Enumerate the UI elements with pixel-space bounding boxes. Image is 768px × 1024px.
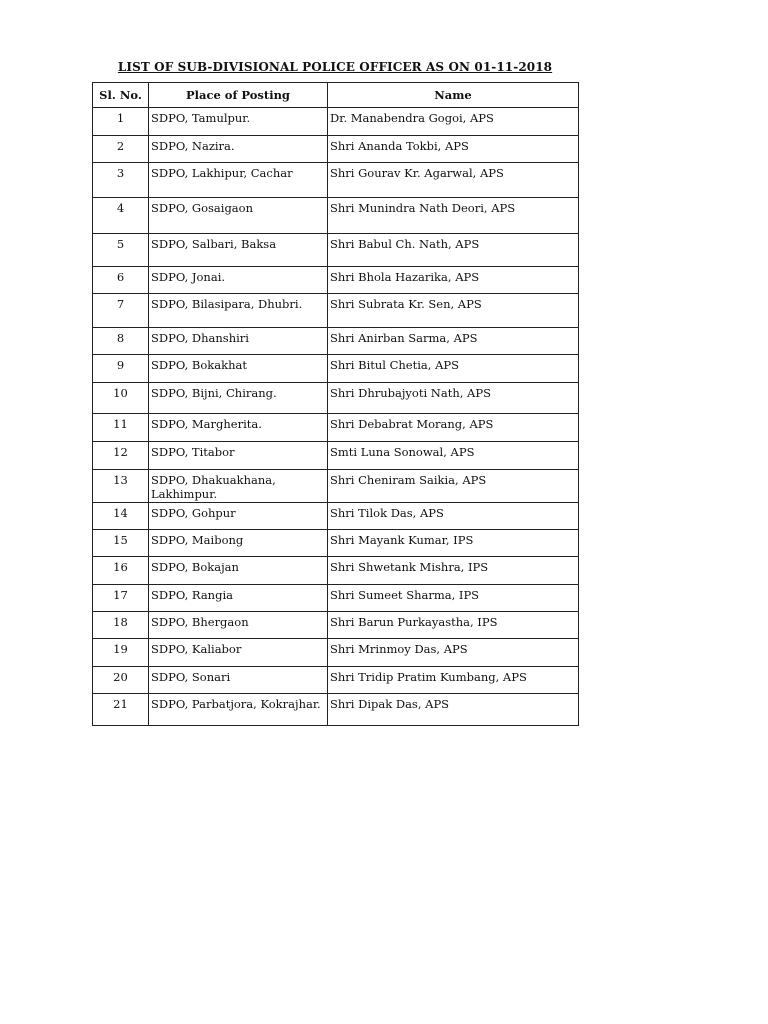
table-row: [93, 328, 579, 355]
cell-sl-no: 2: [93, 136, 149, 163]
cell-sl-no: 12: [93, 442, 149, 470]
cell-place: SDPO, Tamulpur.: [149, 108, 328, 136]
cell-place: SDPO, Gosaigaon: [149, 198, 328, 234]
table-row: [93, 355, 579, 383]
cell-sl-no: 19: [93, 639, 149, 667]
table-row: [93, 557, 579, 585]
cell-place: SDPO, Bijni, Chirang.: [149, 383, 328, 414]
officers-table: [92, 82, 579, 726]
cell-sl-no: 4: [93, 198, 149, 234]
table-row: [93, 383, 579, 414]
table-row: [93, 694, 579, 726]
cell-name: Shri Mrinmoy Das, APS: [328, 639, 579, 667]
table-row: [93, 612, 579, 639]
table-row: [93, 198, 579, 234]
cell-name: Shri Barun Purkayastha, IPS: [328, 612, 579, 639]
cell-sl-no: 10: [93, 383, 149, 414]
cell-name: Shri Dipak Das, APS: [328, 694, 579, 726]
cell-sl-no: 18: [93, 612, 149, 639]
cell-name: Smti Luna Sonowal, APS: [328, 442, 579, 470]
cell-name: Shri Subrata Kr. Sen, APS: [328, 294, 579, 328]
cell-place: SDPO, Bokakhat: [149, 355, 328, 383]
table-row: [93, 136, 579, 163]
cell-name: Shri Ananda Tokbi, APS: [328, 136, 579, 163]
cell-sl-no: 9: [93, 355, 149, 383]
cell-place: SDPO, Maibong: [149, 530, 328, 557]
cell-sl-no: 3: [93, 163, 149, 198]
table-row: [93, 442, 579, 470]
cell-sl-no: 13: [93, 470, 149, 503]
cell-name: Shri Dhrubajyoti Nath, APS: [328, 383, 579, 414]
table-row: [93, 585, 579, 612]
cell-sl-no: 7: [93, 294, 149, 328]
cell-sl-no: 8: [93, 328, 149, 355]
table-row: [93, 639, 579, 667]
cell-place: SDPO, Kaliabor: [149, 639, 328, 667]
cell-place: SDPO, Bokajan: [149, 557, 328, 585]
cell-name: Dr. Manabendra Gogoi, APS: [328, 108, 579, 136]
cell-place: SDPO, Bilasipara, Dhubri.: [149, 294, 328, 328]
table-header-row: [93, 83, 579, 108]
cell-name: Shri Anirban Sarma, APS: [328, 328, 579, 355]
cell-sl-no: 15: [93, 530, 149, 557]
cell-name: Shri Cheniram Saikia, APS: [328, 470, 579, 503]
cell-place: SDPO, Bhergaon: [149, 612, 328, 639]
cell-name: Shri Debabrat Morang, APS: [328, 414, 579, 442]
cell-place: SDPO, Margherita.: [149, 414, 328, 442]
cell-sl-no: 6: [93, 267, 149, 294]
cell-place: SDPO, Gohpur: [149, 503, 328, 530]
cell-name: Shri Bitul Chetia, APS: [328, 355, 579, 383]
table-row: [93, 530, 579, 557]
cell-sl-no: 5: [93, 234, 149, 267]
table-row: [93, 294, 579, 328]
cell-place: SDPO, Parbatjora, Kokrajhar.: [149, 694, 328, 726]
cell-place: SDPO, Rangia: [149, 585, 328, 612]
cell-name: Shri Gourav Kr. Agarwal, APS: [328, 163, 579, 198]
cell-name: Shri Shwetank Mishra, IPS: [328, 557, 579, 585]
cell-sl-no: 16: [93, 557, 149, 585]
table-row: [93, 414, 579, 442]
cell-name: Shri Munindra Nath Deori, APS: [328, 198, 579, 234]
table-row: [93, 470, 579, 503]
cell-place: SDPO, Sonari: [149, 667, 328, 694]
cell-sl-no: 11: [93, 414, 149, 442]
cell-name: Shri Tilok Das, APS: [328, 503, 579, 530]
cell-place: SDPO, Dhanshiri: [149, 328, 328, 355]
header-sl-no: Sl. No.: [93, 83, 149, 108]
table-row: [93, 503, 579, 530]
cell-name: Shri Sumeet Sharma, IPS: [328, 585, 579, 612]
table-row: [93, 163, 579, 198]
table-row: [93, 667, 579, 694]
cell-name: Shri Tridip Pratim Kumbang, APS: [328, 667, 579, 694]
header-name: Name: [328, 83, 579, 108]
cell-place: SDPO, Dhakuakhana, Lakhimpur.: [149, 470, 328, 503]
cell-place: SDPO, Jonai.: [149, 267, 328, 294]
document-title: LIST OF SUB-DIVISIONAL POLICE OFFICER AS ON 01-11-2018: [117, 60, 553, 74]
cell-sl-no: 14: [93, 503, 149, 530]
cell-place: SDPO, Nazira.: [149, 136, 328, 163]
cell-sl-no: 1: [93, 108, 149, 136]
cell-sl-no: 20: [93, 667, 149, 694]
table-row: [93, 234, 579, 267]
cell-sl-no: 21: [93, 694, 149, 726]
cell-place: SDPO, Titabor: [149, 442, 328, 470]
header-place-of-posting: Place of Posting: [149, 83, 328, 108]
table-row: [93, 267, 579, 294]
cell-name: Shri Bhola Hazarika, APS: [328, 267, 579, 294]
table-row: [93, 108, 579, 136]
cell-name: Shri Babul Ch. Nath, APS: [328, 234, 579, 267]
cell-sl-no: 17: [93, 585, 149, 612]
cell-place: SDPO, Lakhipur, Cachar: [149, 163, 328, 198]
cell-place: SDPO, Salbari, Baksa: [149, 234, 328, 267]
cell-name: Shri Mayank Kumar, IPS: [328, 530, 579, 557]
